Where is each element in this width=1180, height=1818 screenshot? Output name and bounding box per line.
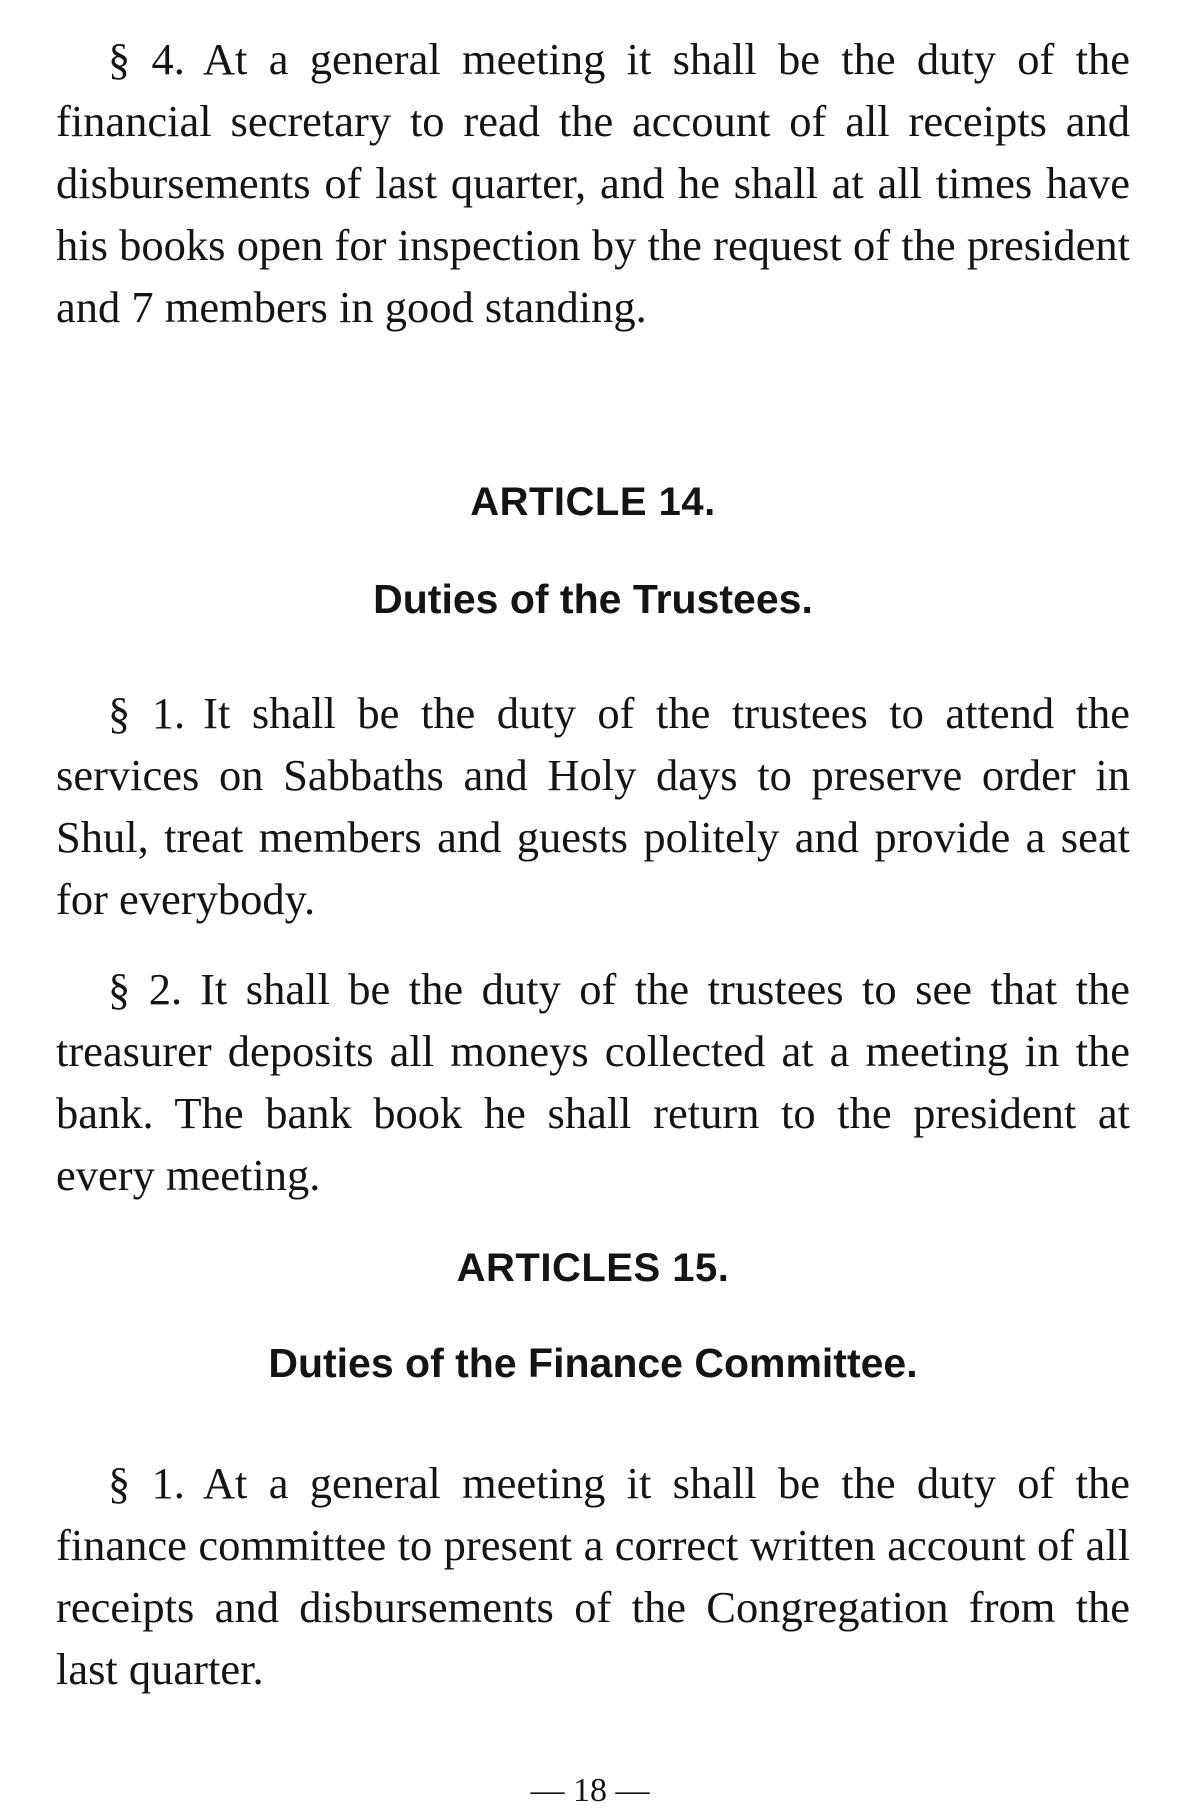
paragraph-text: It shall be the duty of the trustees to see that the treasurer deposits all moneys collected at a meeting in the bank. The bank book he shall return to the president at every meeting. bbox=[56, 964, 1130, 1200]
section-mark: § 4. bbox=[108, 34, 185, 84]
paragraph-finance-section-1 bbox=[56, 1452, 1130, 1700]
article-14-title: ARTICLE 14. bbox=[470, 480, 716, 524]
section-mark: § 1. bbox=[108, 1458, 185, 1508]
paragraph-section-4 bbox=[56, 28, 1130, 338]
article-15-subtitle: Duties of the Finance Committee. bbox=[268, 1340, 918, 1386]
article-15-title: ARTICLES 15. bbox=[456, 1246, 730, 1290]
section-mark: § 2. bbox=[108, 964, 183, 1014]
paragraph-trustees-section-1 bbox=[56, 682, 1130, 930]
paragraph-text: It shall be the duty of the trustees to attend the services on Sabbaths and Holy days to preserve order in Shul, treat members and guests politely and provide a seat for everybody. bbox=[56, 688, 1130, 924]
page-number: — 18 — bbox=[530, 1772, 650, 1809]
section-mark: § 1. bbox=[108, 688, 186, 738]
paragraph-text: At a general meeting it shall be the duty of the finance committee to present a correct written account of all receipts and disbursements of the Congregation from the last quarter. bbox=[56, 1458, 1131, 1694]
paragraph-text: At a general meeting it shall be the duty of the financial secretary to read the account of all receipts and disbursements of last quarter, and he shall at all times have his books open for inspection by the request of the president and 7 members in good standing. bbox=[56, 34, 1131, 332]
paragraph-trustees-section-2 bbox=[56, 958, 1130, 1206]
article-14-subtitle: Duties of the Trustees. bbox=[373, 576, 813, 622]
